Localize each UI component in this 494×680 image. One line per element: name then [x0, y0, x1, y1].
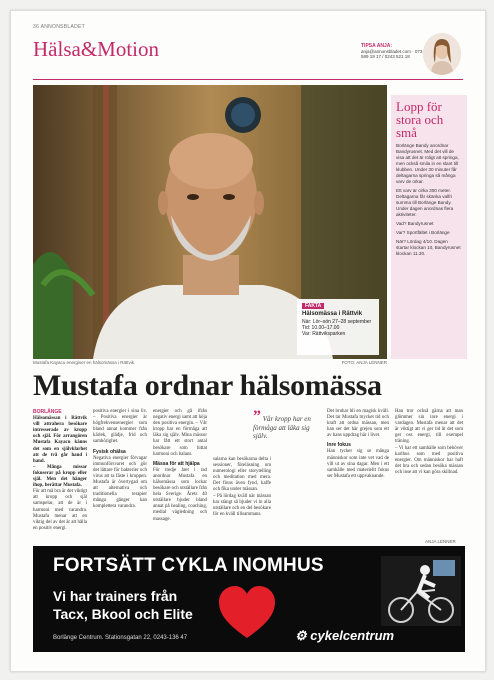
pull-quote [253, 408, 317, 441]
fakta-box [297, 299, 379, 355]
heart-icon [219, 586, 275, 640]
quote-mark-icon: ” [253, 408, 261, 425]
section-title-amp: & [80, 37, 98, 61]
photo-caption [33, 360, 387, 365]
section-title-part2: Motion [97, 37, 160, 61]
sidebar-item: Var? Sportfältet i Borlänge [396, 230, 450, 235]
fakta-tag: FAKTA [302, 303, 324, 309]
article-column-5 [327, 409, 389, 480]
article-paragraph: Negativa energier förvagar immunförsvaret och gör det lättare för bakterier och virus att ta fäste i kroppen. Mustafa är övertygad om att alternativa och traditionella terapier många gånger kan komplettera varandra. [93, 455, 147, 510]
tips-label: TIPSA ANJA: [361, 43, 393, 49]
sidebar-paragraph: Borlänge Bandy anordnar Bandyrusnet. Med det vill de visa att det är roligt att springa, men också smila in en slant till klubben. Under 30 minuter får deltagarna springa så många varv de orkar. [396, 143, 459, 184]
running-head: 36 ANNONSBLADET [33, 24, 86, 30]
ad-line: Tacx, Bkool och Elite [53, 606, 193, 622]
sidebar-item: Vad? Bandyrusnet [396, 221, 434, 226]
sidebar-paragraph: Ett varv är cirka 300 meter. Deltagarna får skänka valfri summa till Borlänge Bandy. Under dagen anordnas flera aktiviteter. [396, 188, 454, 217]
sidebar-item: När? Lördag 4/10. Dagen startar klockan 10, Bandyrusnet klockan 11.30. [396, 239, 461, 256]
photo-caption-text: Mustafa Kayacu energiser en hälsomässa i Rättvik. [33, 360, 136, 365]
ad-brand-logo [295, 628, 394, 644]
ad-headline: FORTSÄTT CYKLA INOMHUS [53, 555, 324, 576]
photo-credit: FOTO: ANJA LENNER [341, 360, 387, 365]
section-title-part1: Hälsa [33, 37, 81, 61]
fakta-line: När: Lör–sön 27–28 september [302, 319, 372, 325]
article-column-1 [33, 409, 87, 532]
sidebar-box [391, 95, 467, 359]
article-column-4 [213, 457, 271, 518]
article-column-6 [395, 409, 463, 476]
advertisement[interactable] [33, 546, 465, 652]
fakta-line: Var: Rättviksparken [302, 331, 346, 337]
newspaper-page [10, 10, 486, 672]
ad-brand: cykelcentrum [310, 628, 395, 643]
article-lead: Hälsomässan i Rättvik vill attrahera besökare intresserade av kropp och själ. För arrangören Mustafa Kayacu känns det som en självklarhet att de två går hand i hand. [33, 416, 87, 464]
avatar [423, 33, 461, 75]
article-kicker: BORLÄNGE [33, 409, 62, 415]
byline: ANJA LENNER [425, 539, 456, 544]
article-column-2 [93, 409, 147, 510]
ad-line: Vi har trainers från [53, 588, 178, 604]
sidebar-title: Lopp för stora och små [396, 99, 444, 140]
article-subhead: Fysisk ohälsa [93, 448, 126, 455]
article-paragraph: För att må bra är det viktigt att kropp och själ samspelar, att de är i harmoni med varandra. Mustafa menar att en viktig del av det är att hålla en positiv energi. [33, 489, 87, 531]
article-paragraph: – Vi har ett samhälle som behöver karlhus som med positiva energier. Om människor har haft det bra och sedan besöka mässan och inse att vi kan göra skillnad. [395, 445, 463, 475]
article-paragraph: salarna kan besökarna delta i sessioner, föreläsning om numerologi eller storytelling och meditation med mera. Det finns även fynd, kaffe och fika under mässan. [213, 457, 271, 493]
ad-address: Borlänge Centrum. Stationsgatan 22, 0243-136 47 [53, 635, 188, 641]
section-title [33, 37, 159, 62]
cyclist-image [381, 556, 461, 626]
article-paragraph: positiva energier i sina liv. – Positiva energier är högfrekvensenergier som bland annat kommer från kärlek, glädje, frid och samhörighet. [93, 409, 147, 445]
article-column-3 [153, 409, 207, 523]
section-rule [33, 79, 463, 80]
bike-icon: ⚙ [295, 628, 307, 643]
headline: Mustafa ordnar hälsomässa [33, 369, 382, 402]
fakta-place: Hälsomässa i Rättvik [302, 311, 363, 317]
article-subhead: Mässa för att hjälpa [153, 460, 200, 467]
fakta-line: Tid: 10.00–17.00 [302, 325, 340, 331]
article-paragraph: Han tycker sig se många människor som inte vet vad de vill ut av sina dagar. Men i ett samhälle med materiellt fokus ser Mustafa ett uppvaknande. [327, 449, 389, 479]
article-subhead: Inre fokus [327, 442, 351, 449]
tips-box [361, 43, 431, 59]
article-paragraph: För tredje året i rad anordnar Mustafa en hälsomässa som lockar besökare och utställare från hela Sverige. Årets 40 utställare bjuder bland annat på healing, coaching, medial vägledning och massage. [153, 467, 207, 522]
article-paragraph: energier och gå ifrån negativ energi samt att höja den positiva energin. – Vår kropp har en förmåga att läka sig själv. Mina mässor har fått ett stort antal besökare som hittat harmoni och balans. [153, 409, 207, 457]
article-paragraph: Det bruhar bli en magisk kväll. Det tar Mustafa mycket tid och kraft att ordna mässan, men han ser det här grejen som ett av hans uppdrag här i livet. [327, 409, 389, 439]
article-paragraph: Han tror också gärna att man glömmer sin inre energi i vardagen. Mustafa menar att det är viktigt att vi ger tid åt det som ger oss energi, till exempel träning. [395, 409, 463, 445]
article-lead-quote: – Många missar fokuserar på kropp eller själ. Men det hänger ihop, berättar Mustafa. [33, 464, 87, 489]
pull-quote-text: Vår kropp har en förmåga att läka sig själv. [253, 415, 311, 440]
tips-contact: anja@annonsbladet.com · 073 589 19 17 / 0243 521 18 [361, 49, 423, 59]
article-paragraph: – På lördag kväll när mässan har stängt så bjuder vi in alla utställare och en del besökare för en kväll tillsammans. [213, 493, 271, 517]
